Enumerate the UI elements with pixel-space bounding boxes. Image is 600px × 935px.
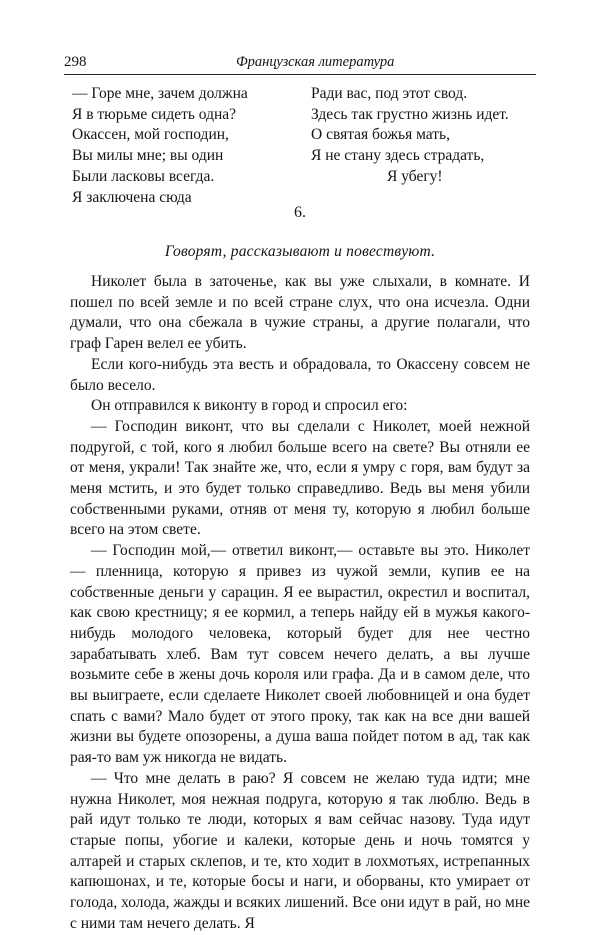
paragraph: — Господин виконт, что вы сделали с Николет, моей нежной подругой, с той, кого я любил больше всего на свете? Вы отняли ее от меня, украли! Так знайте же, что, если я умру с горя, вам будут за меня мстить, и это будет только справедливо. Ведь вы меня убили собственными руками, отняв от меня ту, которую я любил больше всего на этом свете. [70, 417, 530, 539]
paragraph: Николет была в заточенье, как вы уже слыхали, в комнате. И пошел по всей земле и по всей стране слух, что она исчезла. Одни думали, что она сбежала в чужие страны, а другие полагали, что граф Гарен велел ее убить. [70, 273, 530, 353]
paragraph: Если кого-нибудь эта весть и обрадовала, то Окассену совсем не было весело. [70, 355, 530, 394]
poem-line: Вы милы мне; вы один [72, 147, 224, 165]
poem-line: Окассен, мой господин, [72, 126, 229, 144]
poem-line: Я не стану здесь страдать, [311, 147, 485, 165]
body-text [70, 272, 530, 935]
paragraph: — Что мне делать в раю? Я совсем не желаю туда идти; мне нужна Николет, моя нежная подруга, которую я так люблю. Ведь в рай идут только те люди, которых я вам сейчас назову. Туда идут старые попы, убогие и калеки, которые день и ночь томятся у алтарей и старых склепов, и те, кто ходит в лохмотьях, истрепанных капюшонах, и те, которые босы и наги, и оборваны, кто умирает от голода, холода, жажды и всяких лишений. Все они идут в рай, но мне с ними там нечего делать. Я [70, 769, 530, 932]
page-number: 298 [64, 54, 87, 70]
page-header [64, 52, 536, 75]
poem-line: О святая божья мать, [311, 126, 450, 144]
poem-line: Я заключена сюда [72, 188, 192, 206]
paragraph: — Господин мой,— ответил виконт,— оставьте вы это. Николет — пленница, которую я привез из чужой земли, купив ее на собственные деньги у сарацин. Я ее вырастил, окрестил и воспитал, как свою крестницу; я ее кормил, а теперь найду ей в мужья какого-нибудь молодого человека, который будет для нее честно зарабатывать хлеб. Вам тут совсем нечего делать, а вы лучше возьмите себе в жены дочь короля или графа. Да и в самом деле, что вы выиграете, если сделаете Николет своей любовницей и она будет спать с вами? Мало будет от этого проку, так как на все дни вашей жизни вы будете опозорены, а душа ваша пойдет потом в ад, так как рая-то вам уж никогда не видать. [70, 542, 530, 767]
poem-line: — Горе мне, зачем должна [72, 85, 248, 102]
poem-line: Были ласковы всегда. [72, 167, 215, 185]
poem-left-column [72, 84, 248, 208]
chapter-subtitle: Говорят, рассказывают и повествуют. [164, 243, 436, 260]
running-title: Французская литература [236, 54, 395, 70]
poem-line: Я в тюрьме сидеть одна? [72, 105, 237, 123]
poem-right-column [311, 84, 509, 188]
paragraph: Он отправился к виконту в город и спросил его: [91, 397, 408, 415]
poem-line: Здесь так грустно жизнь идет. [311, 105, 509, 123]
poem-line: Я убегу! [387, 167, 443, 185]
chapter-number: 6. [294, 204, 306, 221]
poem-line: Ради вас, под этот свод. [311, 85, 468, 102]
